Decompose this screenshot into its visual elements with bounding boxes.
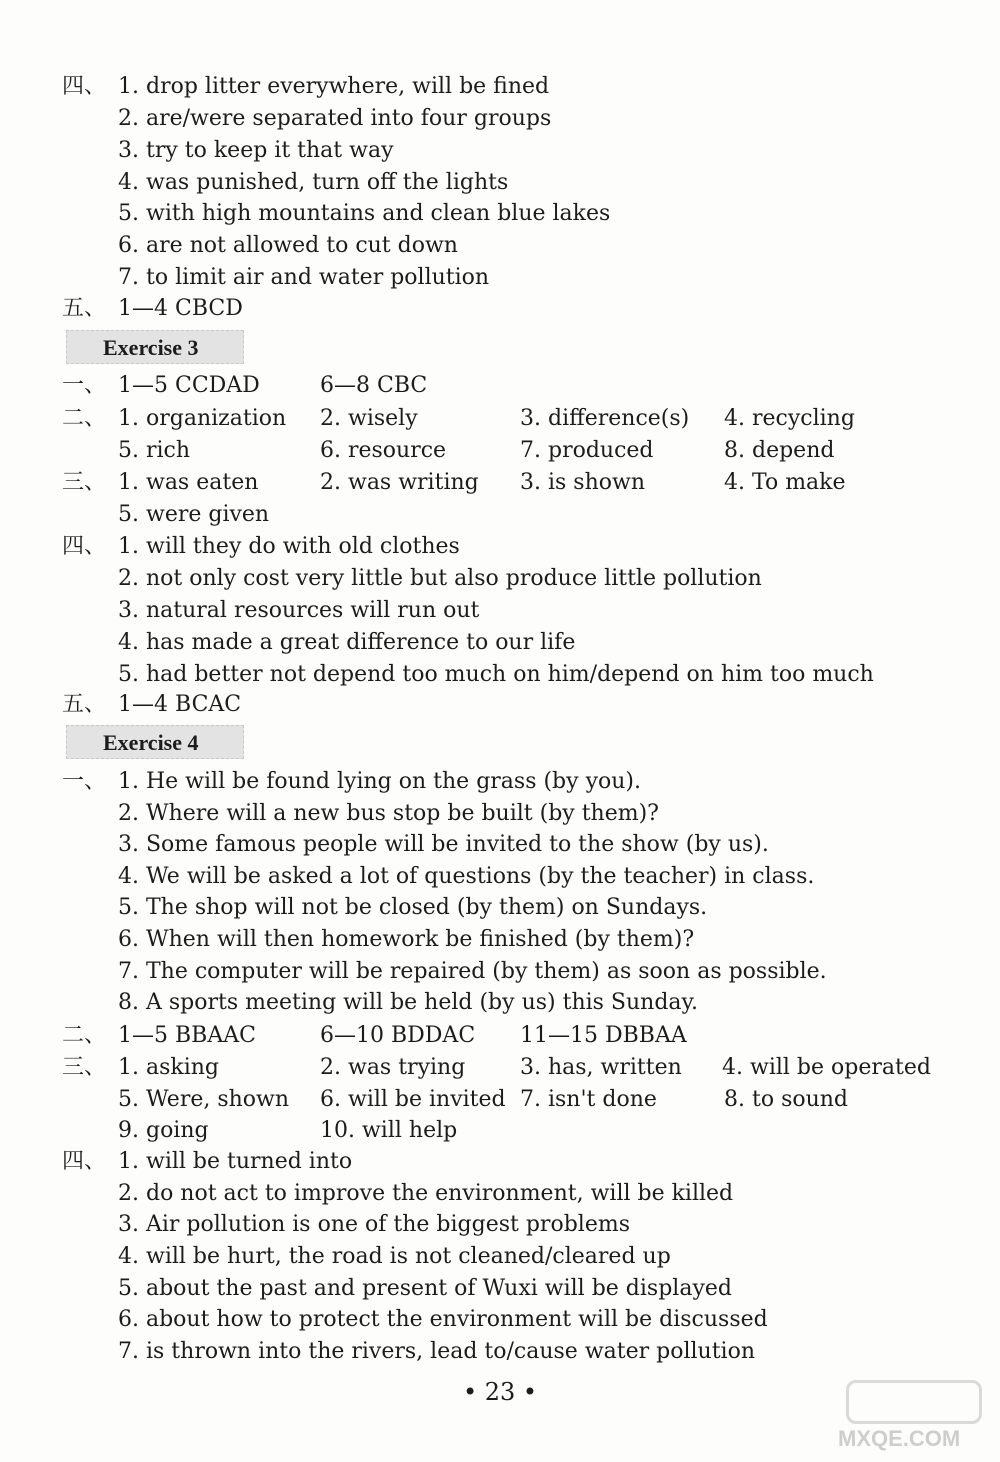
section-label: 一、 [62, 769, 107, 794]
answer-cell: 2. wisely [320, 406, 418, 431]
answer-line: 6. When will then homework be finished (by them)? [118, 927, 695, 952]
section-label: 二、 [62, 406, 107, 431]
answer-cell: 1. asking [118, 1055, 220, 1080]
answer-cell: 6. resource [320, 438, 447, 463]
answer-cell: 5. were given [118, 502, 270, 527]
answer-cell: 10. will help [320, 1118, 458, 1143]
answer-cell: 4. will be operated [722, 1055, 931, 1080]
section-label: 五、 [62, 296, 107, 321]
section-label: 四、 [62, 534, 107, 559]
section-label: 五、 [62, 692, 107, 717]
answer-line: 4. We will be asked a lot of questions (by the teacher) in class. [118, 864, 815, 889]
answer-line: 2. Where will a new bus stop be built (by them)? [118, 801, 659, 826]
answer-cell: 5. Were, shown [118, 1087, 290, 1112]
answer-line: 4. will be hurt, the road is not cleaned/cleared up [118, 1244, 671, 1269]
answer-line: 4. was punished, turn off the lights [118, 170, 509, 195]
answer-cell: 7. produced [520, 438, 654, 463]
answer-cell: 1—5 BBAAC [118, 1023, 256, 1048]
answer-line: 3. Some famous people will be invited to the show (by us). [118, 832, 769, 857]
answer-line: 1—4 CBCD [118, 296, 243, 321]
section-label: 三、 [62, 1055, 107, 1080]
answer-line: 1. drop litter everywhere, will be fined [118, 74, 550, 99]
answer-cell: 3. is shown [520, 470, 646, 495]
watermark [838, 1380, 988, 1452]
answer-line: 1—4 BCAC [118, 692, 242, 717]
answer-line: 3. try to keep it that way [118, 138, 394, 163]
watermark-site: MXQE.COM [838, 1426, 961, 1451]
answer-line: 7. to limit air and water pollution [118, 265, 490, 290]
answer-cell: 3. difference(s) [520, 406, 690, 431]
answer-cell: 2. was trying [320, 1055, 466, 1080]
answer-cell: 9. going [118, 1118, 209, 1143]
answer-line: 1. will be turned into [118, 1149, 353, 1174]
section-label: 二、 [62, 1023, 107, 1048]
answer-line: 3. Air pollution is one of the biggest problems [118, 1212, 630, 1237]
answer-line: 5. with high mountains and clean blue lakes [118, 201, 611, 226]
answer-cell: 8. depend [724, 438, 835, 463]
page-number: • 23 • [462, 1378, 538, 1406]
answer-cell: 1. organization [118, 406, 287, 431]
answer-line: 1. He will be found lying on the grass (by you). [118, 769, 641, 794]
answer-line: 3. natural resources will run out [118, 598, 480, 623]
answer-line: 1. will they do with old clothes [118, 534, 460, 559]
answer-line: 8. A sports meeting will be held (by us) this Sunday. [118, 990, 699, 1015]
answer-line: 2. are/were separated into four groups [118, 106, 552, 131]
section-label: 四、 [62, 74, 107, 99]
section-label: 一、 [62, 373, 107, 398]
answer-cell: 5. rich [118, 438, 191, 463]
answer-line: 6. about how to protect the environment will be discussed [118, 1307, 768, 1332]
answer-line: 2. do not act to improve the environment, will be killed [118, 1181, 734, 1206]
answer-cell: 4. recycling [724, 406, 855, 431]
answer-line: 7. The computer will be repaired (by them) as soon as possible. [118, 959, 827, 984]
answer-cell: 6. will be invited [320, 1087, 506, 1112]
answer-line: 2. not only cost very little but also produce little pollution [118, 566, 762, 591]
answer-line: 1—5 CCDAD [118, 373, 260, 398]
answer-line: 5. about the past and present of Wuxi will be displayed [118, 1276, 732, 1301]
answer-cell: 8. to sound [724, 1087, 849, 1112]
section-label: 四、 [62, 1149, 107, 1174]
exercise-heading: Exercise 3 [66, 330, 244, 364]
exercise-heading: Exercise 4 [66, 725, 244, 759]
answer-cell: 6—10 BDDAC [320, 1023, 476, 1048]
answer-line: 4. has made a great difference to our life [118, 630, 576, 655]
answer-cell: 11—15 DBBAA [520, 1023, 687, 1048]
watermark-logo-icon [846, 1380, 982, 1424]
answer-cell: 3. has, written [520, 1055, 682, 1080]
answer-cell: 1. was eaten [118, 470, 259, 495]
answer-line: 6—8 CBC [320, 373, 428, 398]
section-label: 三、 [62, 470, 107, 495]
answer-cell: 4. To make [724, 470, 846, 495]
answer-line: 6. are not allowed to cut down [118, 233, 458, 258]
answer-cell: 7. isn't done [520, 1087, 657, 1112]
answer-cell: 2. was writing [320, 470, 479, 495]
answer-line: 7. is thrown into the rivers, lead to/cause water pollution [118, 1339, 756, 1364]
answer-line: 5. had better not depend too much on him/depend on him too much [118, 662, 874, 687]
answer-line: 5. The shop will not be closed (by them) on Sundays. [118, 895, 708, 920]
